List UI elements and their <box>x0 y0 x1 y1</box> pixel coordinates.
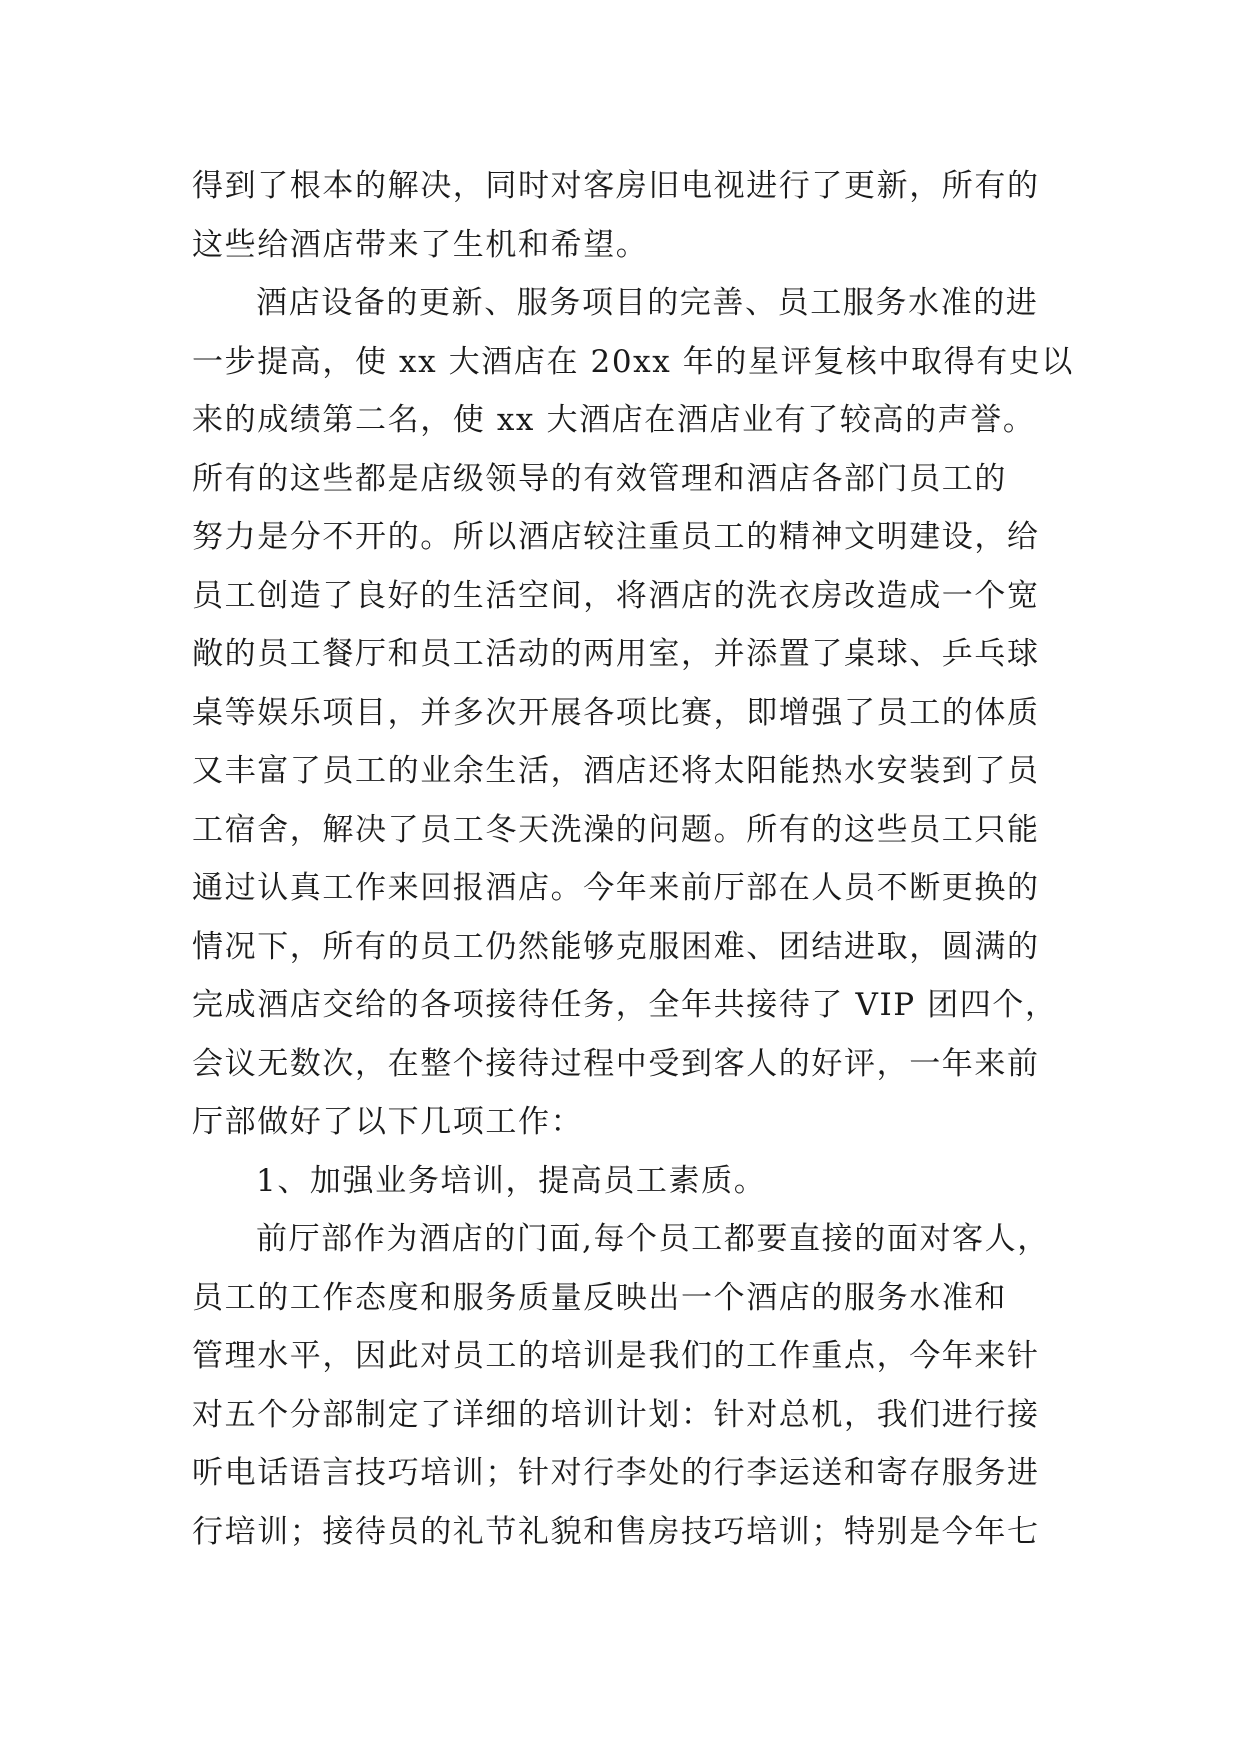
text-line: 桌等娱乐项目，并多次开展各项比赛，即增强了员工的体质 <box>192 694 1040 731</box>
text-line: 听电话语言技巧培训；针对行李处的行李运送和寄存服务进 <box>192 1455 1040 1491</box>
text-line: 这些给酒店带来了生机和希望。 <box>192 226 649 263</box>
text-line: 管理水平，因此对员工的培训是我们的工作重点，今年来针 <box>192 1338 1040 1374</box>
text-line: 行培训；接待员的礼节礼貌和售房技巧培训；特别是今年七 <box>192 1513 1040 1550</box>
text-line: 情况下，所有的员工仍然能够克服困难、团结进取，圆满的 <box>192 928 1040 965</box>
text-line: 员工创造了良好的生活空间，将酒店的洗衣房改造成一个宽 <box>192 577 1040 614</box>
text-line: 前厅部作为酒店的门面,每个员工都要直接的面对客人， <box>256 1221 1050 1257</box>
body-text <box>192 157 1074 1561</box>
text-line: 酒店设备的更新、服务项目的完善、员工服务水准的进 <box>256 285 1039 321</box>
text-line: 工宿舍，解决了员工冬天洗澡的问题。所有的这些员工只能 <box>192 811 1040 848</box>
text-line: 来的成绩第二名，使 xx 大酒店在酒店业有了较高的声誉。 <box>192 402 1036 438</box>
text-line: 一步提高，使 xx 大酒店在 20xx 年的星评复核中取得有史以 <box>192 343 1074 380</box>
text-line: 敞的员工餐厅和员工活动的两用室，并添置了桌球、乒乓球 <box>192 636 1040 672</box>
text-line: 会议无数次，在整个接待过程中受到客人的好评，一年来前 <box>192 1045 1040 1082</box>
text-line: 1、加强业务培训，提高员工素质。 <box>256 1162 767 1199</box>
text-line: 完成酒店交给的各项接待任务，全年共接待了 VIP 团四个， <box>192 987 1058 1023</box>
text-line: 努力是分不开的。所以酒店较注重员工的精神文明建设，给 <box>192 519 1040 555</box>
text-line: 员工的工作态度和服务质量反映出一个酒店的服务水准和 <box>192 1279 1007 1316</box>
text-line: 又丰富了员工的业余生活，酒店还将太阳能热水安装到了员 <box>192 753 1040 789</box>
text-line: 所有的这些都是店级领导的有效管理和酒店各部门员工的 <box>192 460 1007 497</box>
text-line: 对五个分部制定了详细的培训计划：针对总机，我们进行接 <box>192 1396 1040 1433</box>
text-line: 通过认真工作来回报酒店。今年来前厅部在人员不断更换的 <box>192 870 1040 906</box>
text-line: 厅部做好了以下几项工作： <box>192 1104 584 1140</box>
text-line: 得到了根本的解决，同时对客房旧电视进行了更新，所有的 <box>192 168 1040 204</box>
